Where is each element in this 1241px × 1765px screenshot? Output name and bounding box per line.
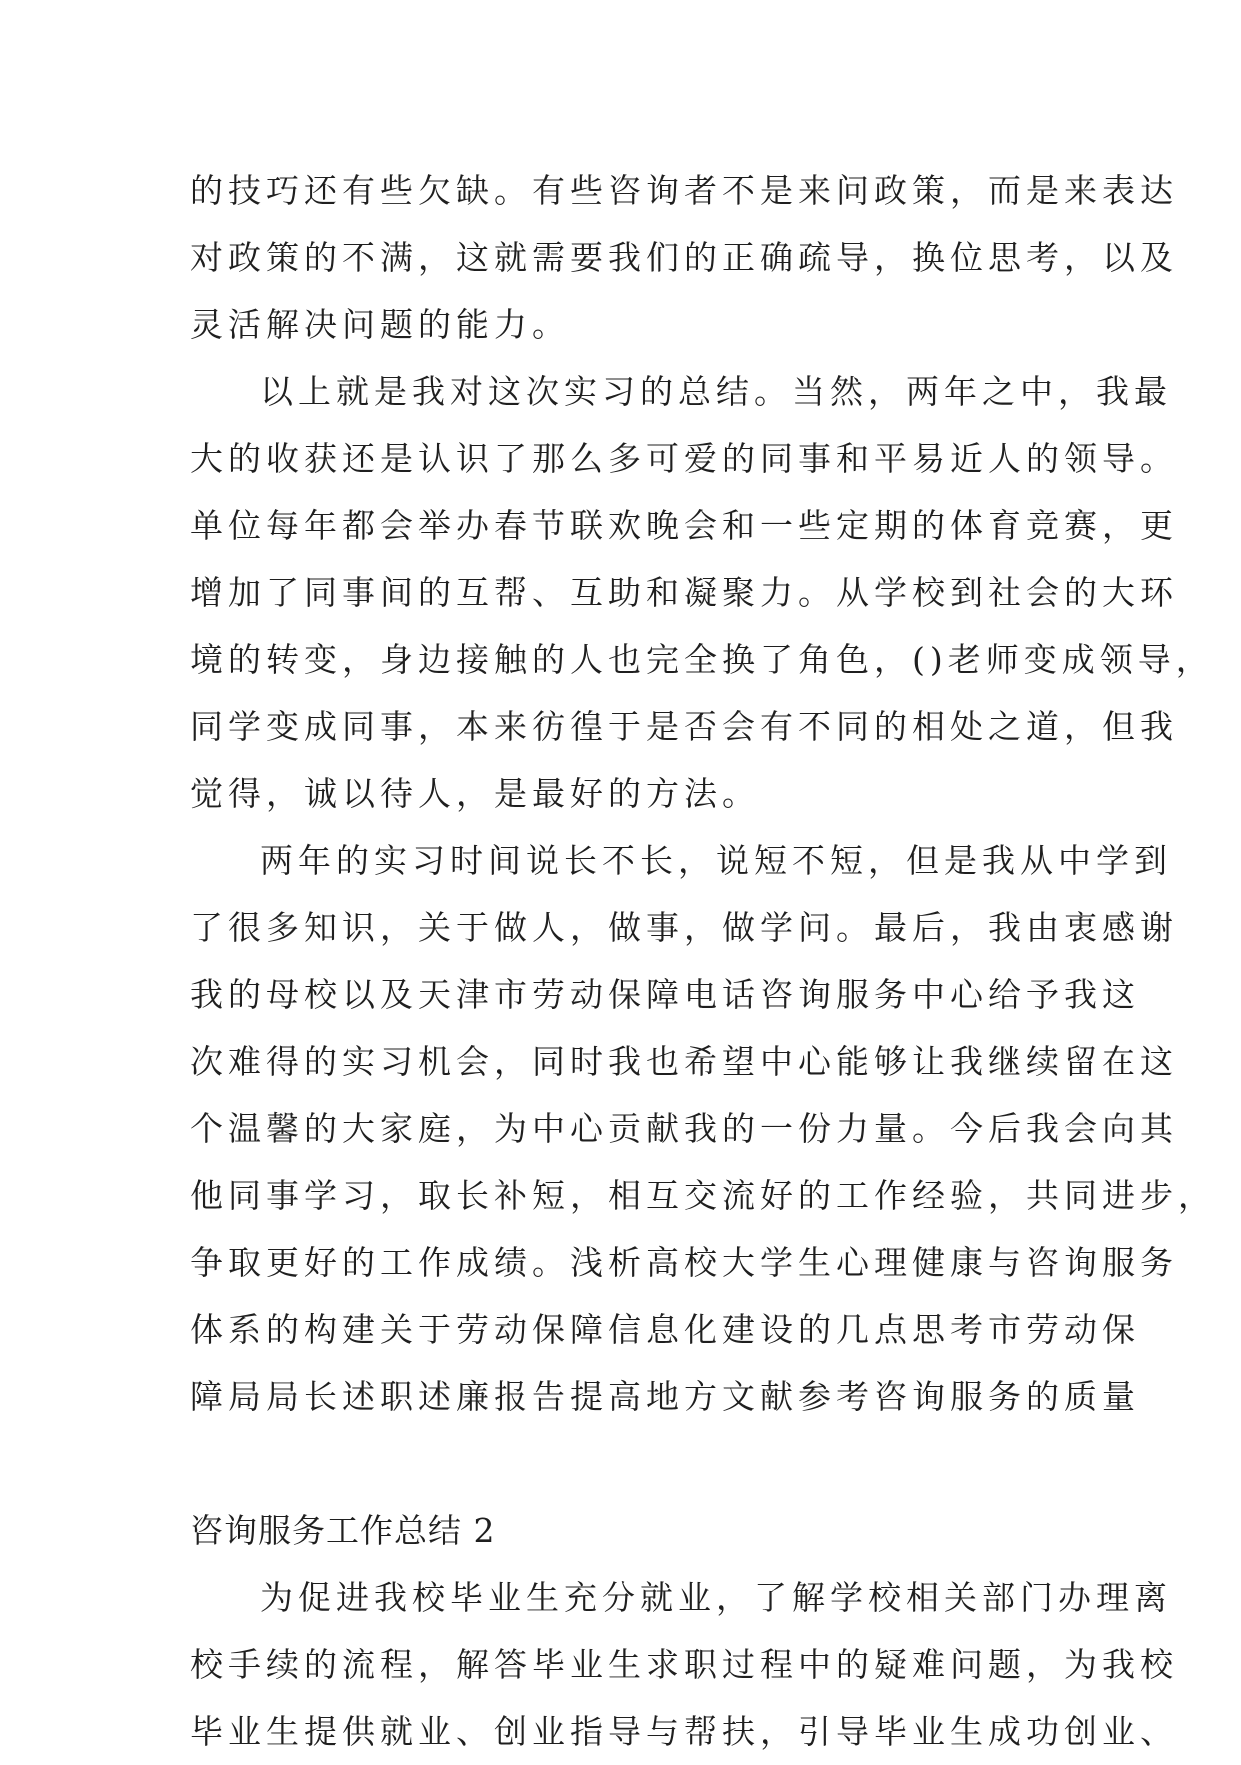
section-spacer — [190, 1430, 1090, 1497]
paragraph-2-line-3: 单位每年都会举办春节联欢晚会和一些定期的体育竞赛，更 — [190, 506, 1178, 545]
paragraph-3-line-8: 体系的构建关于劳动保障信息化建设的几点思考市劳动保 — [190, 1310, 1140, 1349]
paragraph-3-line-3: 我的母校以及天津市劳动保障电话咨询服务中心给予我这 — [190, 975, 1140, 1014]
paragraph-3-line-9: 障局局长述职述廉报告提高地方文献参考咨询服务的质量 — [190, 1377, 1140, 1416]
paragraph-2-line-5: 境的转变，身边接触的人也完全换了角色，()老师变成领导， — [190, 640, 1214, 679]
document-body — [190, 157, 1216, 1765]
paragraph-2-line-1: 以上就是我对这次实习的总结。当然，两年之中，我最 — [260, 372, 1172, 411]
paragraph-4-line-1: 为促进我校毕业生充分就业，了解学校相关部门办理离 — [260, 1578, 1172, 1617]
paragraph-1-line-1: 的技巧还有些欠缺。有些咨询者不是来问政策，而是来表达 — [190, 171, 1178, 210]
paragraph-3-line-4: 次难得的实习机会，同时我也希望中心能够让我继续留在这 — [190, 1042, 1178, 1081]
paragraph-2-line-7: 觉得，诚以待人，是最好的方法。 — [190, 774, 760, 813]
section-title: 咨询服务工作总结 2 — [190, 1511, 496, 1550]
paragraph-2-line-4: 增加了同事间的互帮、互助和凝聚力。从学校到社会的大环 — [190, 573, 1178, 612]
paragraph-1-line-2: 对政策的不满，这就需要我们的正确疏导，换位思考，以及 — [190, 238, 1178, 277]
paragraph-3-line-2: 了很多知识，关于做人，做事，做学问。最后，我由衷感谢 — [190, 908, 1178, 947]
paragraph-3-line-5: 个温馨的大家庭，为中心贡献我的一份力量。今后我会向其 — [190, 1109, 1178, 1148]
paragraph-4-line-3: 毕业生提供就业、创业指导与帮扶，引导毕业生成功创业、 — [190, 1712, 1178, 1751]
paragraph-3-line-7: 争取更好的工作成绩。浅析高校大学生心理健康与咨询服务 — [190, 1243, 1178, 1282]
paragraph-3-line-1: 两年的实习时间说长不长，说短不短，但是我从中学到 — [260, 841, 1172, 880]
paragraph-2-line-2: 大的收获还是认识了那么多可爱的同事和平易近人的领导。 — [190, 439, 1178, 478]
paragraph-2-line-6: 同学变成同事，本来彷徨于是否会有不同的相处之道，但我 — [190, 707, 1178, 746]
paragraph-3-line-6: 他同事学习，取长补短，相互交流好的工作经验，共同进步， — [190, 1176, 1216, 1215]
paragraph-1-line-3: 灵活解决问题的能力。 — [190, 305, 570, 344]
paragraph-4-line-2: 校手续的流程，解答毕业生求职过程中的疑难问题，为我校 — [190, 1645, 1178, 1684]
